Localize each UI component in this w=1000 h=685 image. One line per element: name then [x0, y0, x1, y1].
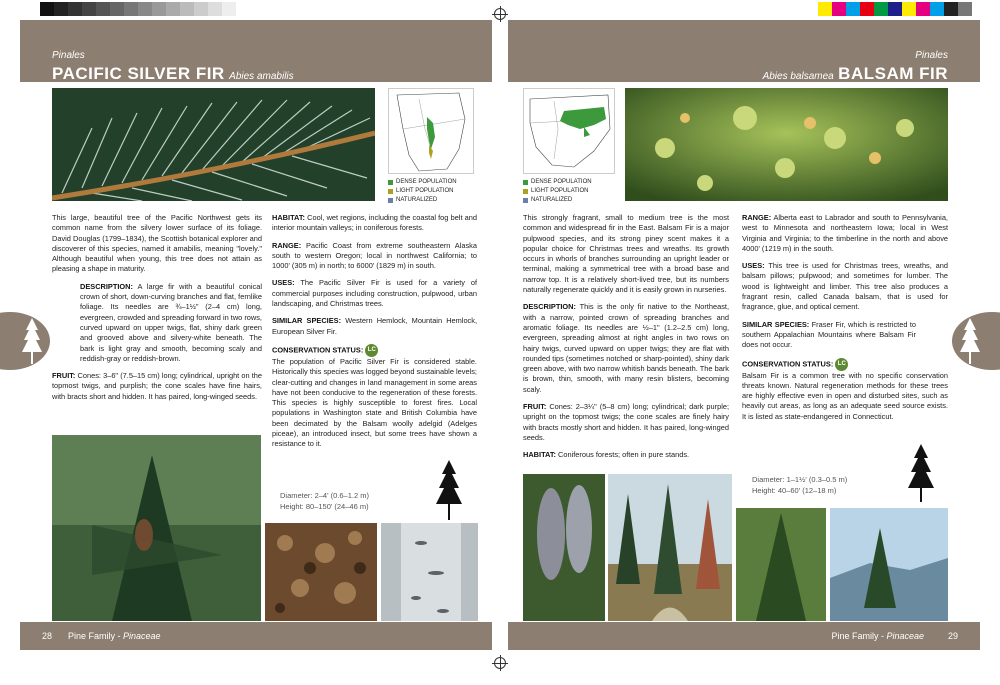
- left-similar-label: SIMILAR SPECIES:: [272, 316, 342, 326]
- right-fruit-label: FRUIT:: [523, 402, 547, 412]
- left-fruit: [52, 371, 262, 402]
- legend-light: LIGHT POPULATION: [396, 188, 454, 194]
- left-column-1: [52, 213, 262, 409]
- left-similar-text: Western Hemlock, Mountain Hemlock, European Silver Fir.: [272, 316, 478, 336]
- light-swatch: [523, 189, 528, 194]
- legend-light: LIGHT POPULATION: [531, 188, 589, 194]
- balsam-fir-buds-photo: [625, 88, 948, 201]
- right-uses-text: This tree is used for Christmas trees, wreaths, and balsam pillows; pulpwood; and sometimes for lumber. The wood is lightweight and limber. This tree also produces a fragrant resin, called Canada balsam, that is used for fragrance, glue, and optical cement.: [742, 261, 949, 312]
- left-habitat-label: HABITAT:: [272, 213, 305, 222]
- right-intro: This strongly fragrant, small to medium tree is the most common and widespread fir in the East. Balsam Fir is a major pulpwood species, and its strong piney scent makes it a popular choice for Christmas trees and wreaths. Its growth occurs in whorls of branches surrounding an upright leader or terminal, making a symmetrical tree with a broad base and narrow top. It is a relatively short-lived tree, but its numbers naturally regenerate quickly and it is easily grown in nurseries.: [523, 213, 729, 295]
- pacific-silver-fir-tree-photo: [52, 435, 261, 621]
- balsam-fir-cones-photo: [523, 474, 605, 621]
- left-range-label: RANGE:: [272, 240, 302, 250]
- conifer-icon: [960, 318, 980, 364]
- pacific-silver-fir-bark-photo: [381, 523, 478, 621]
- left-uses-text: The Pacific Silver Fir is used for a variety of commercial purposes including construction, pulpwood, urban landscaping, and Christmas trees.: [272, 278, 477, 309]
- left-page-number: 28: [42, 631, 53, 641]
- right-title: [763, 64, 948, 84]
- right-size-info: [752, 474, 847, 496]
- left-family-name: Pine Family -: [68, 631, 124, 641]
- right-habitat-label: HABITAT:: [523, 450, 556, 460]
- right-range: [742, 213, 948, 254]
- left-range-text: Pacific Coast from extreme southeastern Alaska south to western Oregon; local in northwest California; to 1000' (305 m) in north; to 6000' (1829 m) in south.: [272, 240, 477, 271]
- left-similar: [272, 316, 477, 337]
- right-header-band: [508, 20, 980, 82]
- balsam-fir-forest-photo: [608, 474, 732, 621]
- right-common-name: BALSAM FIR: [838, 64, 948, 83]
- left-description-text: A large fir with a beautiful conical crown of short, down-curving branches and flat, fernlike foliage. Its needles are ¾–1½" (2–4 cm) long, evergreen, crowded and spreading forward in two rows, curved upward on upper twigs, flat, shiny dark green and grooved above and silvery-white beneath. The bark is light gray and smooth, becoming scaly and reddish-gray or reddish-brown.: [80, 281, 262, 363]
- naturalized-swatch: [388, 198, 393, 203]
- right-similar-text: Fraser Fir, which is restricted to southern Appalachian Mountains where Balsam Fir does not occur.: [742, 319, 917, 350]
- left-order: Pinales: [52, 50, 85, 61]
- left-footer-band: [20, 622, 492, 650]
- left-common-name: PACIFIC SILVER FIR: [52, 64, 225, 83]
- right-conservation: [742, 358, 948, 422]
- right-column-1: [523, 213, 729, 468]
- left-family-latin: Pinaceae: [123, 631, 161, 641]
- color-swatches: [818, 2, 972, 16]
- left-column-2: [272, 213, 477, 450]
- balsam-fir-young-tree-photo: [736, 508, 826, 621]
- registration-mark-icon: [494, 8, 506, 20]
- lc-badge-icon: LC: [835, 358, 848, 371]
- right-habitat: [523, 450, 729, 460]
- left-intro: This large, beautiful tree of the Pacific Northwest gets its common name from the silvery lower surface of its foliage. David Douglas (1799–1834), the Scottish botanical explorer and discoverer of this species, named it amabilis, meaning "lovely." Although beautiful when young, this tree does not attain as pleasing a shape in maturity.: [52, 213, 262, 274]
- right-uses-label: USES:: [742, 261, 765, 271]
- left-habitat-text: Cool, wet regions, including the coastal fog belt and interior mountain valleys; in coniferous forests.: [272, 213, 478, 233]
- right-description-text: This is the only fir native to the Northeast, with a narrow, pointed crown of spreading branches and aromatic foliage. Its needles are ½–1" (1.2–2.5 cm) long, evergreen, spreading almost at right angles in two rows on hairy twigs, curved upward on upper twigs; they are flat with rounded tips (sometimes notched or sharp-pointed), shiny dark green above, with two narrow whitish bands beneath. The bark is brown, thin, smooth, with many resin blisters, becoming scaly.: [523, 302, 729, 394]
- right-range-text: Alberta east to Labrador and south to Pennsylvania, west to Minnesota and northeastern Iowa; local in West Virginia and Virginia; to the timberline in the north and above 4000' (1219 m) in the south.: [742, 213, 948, 253]
- right-column-2: [742, 213, 948, 429]
- right-footer-family: [831, 622, 924, 650]
- tree-silhouette-icon: [908, 444, 934, 502]
- left-diameter: Diameter: 2–4' (0.6–1.2 m): [280, 491, 369, 500]
- left-footer-family: [68, 622, 161, 650]
- legend-naturalized: NATURALIZED: [531, 197, 573, 203]
- right-description-label: DESCRIPTION:: [523, 302, 576, 312]
- right-order: Pinales: [915, 50, 948, 61]
- right-similar-label: SIMILAR SPECIES:: [742, 319, 810, 329]
- right-range-label: RANGE:: [742, 213, 772, 222]
- right-page-number: 29: [947, 631, 958, 641]
- left-uses: [272, 278, 477, 309]
- left-fruit-label: FRUIT:: [52, 371, 76, 381]
- right-conservation-text: Balsam Fir is a common tree with no specific conservation threats known. Natural regeneration methods for these trees are highly effective even in open and disturbed sites, such as heavily cut areas, as long as an adequate seed source exists. It is listed as state-endangered in Connecticut.: [742, 370, 948, 421]
- right-map-legend: [523, 178, 592, 205]
- left-description: [52, 282, 262, 364]
- legend-naturalized: NATURALIZED: [396, 197, 438, 203]
- legend-dense: DENSE POPULATION: [396, 179, 457, 185]
- conifer-icon: [22, 318, 42, 364]
- pacific-silver-fir-cones-litter-photo: [265, 523, 377, 621]
- light-swatch: [388, 189, 393, 194]
- registration-mark-icon: [494, 657, 506, 669]
- left-latin-name: Abies amabilis: [229, 71, 294, 82]
- left-map-legend: [388, 178, 457, 205]
- right-family-name: Pine Family -: [831, 631, 887, 641]
- left-title: [52, 64, 294, 84]
- left-header-band: [20, 20, 492, 82]
- right-fruit-text: Cones: 2–3¼" (5–8 cm) long; cylindrical; dark purple; upright on the topmost twigs; the cone scales are finely hairy with bracts mostly short and hidden. It has paired, long-winged seeds.: [523, 402, 729, 442]
- right-height: Height: 40–60' (12–18 m): [752, 486, 837, 495]
- right-fruit: [523, 402, 729, 443]
- balsam-fir-range-map: [523, 88, 615, 174]
- left-habitat: [272, 213, 477, 234]
- left-conservation-text: The population of Pacific Silver Fir is considered stable. Historically this species was logged beyond sustainable levels; clear-cutting and changes in land management in some areas have not been conducive to the regeneration of these forests. This species is highly susceptible to forest fires. Local populations in Washington state and British Columbia have been decimated by the Balsam woolly adelgid (Adelges piceae), an introduced insect, but some trees have shown a resistance to it.: [272, 356, 477, 449]
- left-range: [272, 241, 477, 272]
- right-footer-band: [508, 622, 980, 650]
- right-conservation-label: CONSERVATION STATUS:: [742, 359, 834, 369]
- right-latin-name: Abies balsamea: [762, 71, 834, 82]
- right-uses: [742, 261, 948, 312]
- left-side-tab: [0, 312, 50, 370]
- left-conservation-label: CONSERVATION STATUS:: [272, 345, 364, 355]
- lc-badge-icon: LC: [365, 344, 378, 357]
- grayscale-swatches: [40, 2, 236, 16]
- pacific-silver-fir-needles-photo: [52, 88, 375, 201]
- right-description: [523, 302, 729, 395]
- pacific-silver-fir-range-map: [388, 88, 474, 174]
- dense-swatch: [388, 180, 393, 185]
- left-description-label: DESCRIPTION:: [80, 281, 133, 291]
- right-diameter: Diameter: 1–1½' (0.3–0.5 m): [752, 475, 848, 484]
- right-family-latin: Pinaceae: [886, 631, 924, 641]
- tree-silhouette-icon: [436, 460, 462, 520]
- left-fruit-text: Cones: 3–6" (7.5–15 cm) long; cylindrical, upright on the topmost twigs, and purplish; the cone scales have fine hairs, with bracts short and hidden. It has paired, long-winged seeds.: [52, 371, 262, 401]
- dense-swatch: [523, 180, 528, 185]
- right-side-tab: [952, 312, 1000, 370]
- right-habitat-text: Coniferous forests; often in pure stands.: [558, 450, 690, 460]
- right-similar: [742, 320, 948, 351]
- left-conservation: [272, 344, 477, 450]
- naturalized-swatch: [523, 198, 528, 203]
- left-size-info: [280, 490, 369, 512]
- left-uses-label: USES:: [272, 278, 295, 288]
- legend-dense: DENSE POPULATION: [531, 179, 592, 185]
- balsam-fir-mountain-photo: [830, 508, 948, 621]
- left-height: Height: 80–150' (24–46 m): [280, 502, 369, 511]
